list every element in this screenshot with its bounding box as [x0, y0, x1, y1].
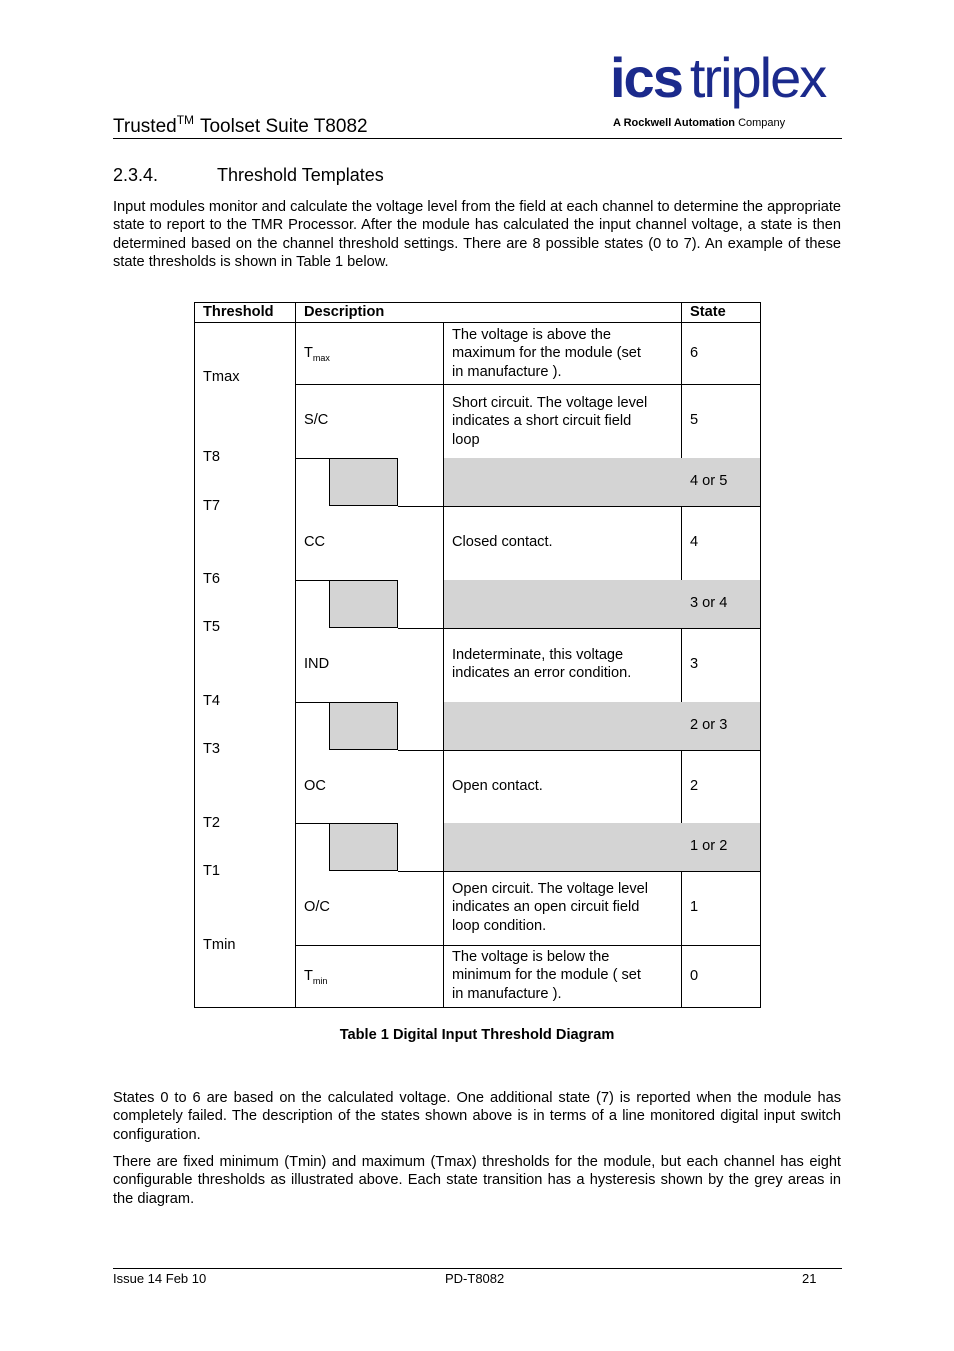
logo-regular-text: triplex — [689, 46, 826, 109]
desc-oc — [452, 777, 543, 795]
col-divider-state-bottom — [681, 871, 682, 1008]
header-state: State — [690, 304, 726, 320]
desc-line: minimum for the module ( set — [452, 967, 641, 984]
code-tmax — [304, 344, 330, 367]
desc-line: in manufacture ). — [452, 985, 562, 1002]
desc-line: indicates a short circuit field — [452, 413, 632, 430]
row-rule-tmax — [295, 384, 761, 385]
intro-paragraph: Input modules monitor and calculate the voltage level from the field at each channel to determine the appropriate state to report to the TMR Processor. After the module has calculated the input channel voltage, a state is then determined based on the channel threshold settings. There are 8 possible states (0 to 7). An example of these state thresholds is shown in Table 1 below. — [113, 199, 841, 270]
footer-doc-id: PD-T8082 — [445, 1271, 505, 1286]
desc-line: The voltage is below the — [452, 949, 610, 965]
thresholds-paragraph: There are fixed minimum (Tmin) and maximum (Tmax) thresholds for the module, but each channel has eight configurable thresholds as illustrated above. Each state transition has a hysteresis shown by the grey areas in the diagram. — [113, 1154, 841, 1207]
threshold-label-t8: T8 — [203, 449, 221, 465]
logo-tagline — [613, 117, 785, 129]
tagline-brand: Rockwell Automation — [623, 117, 736, 129]
desc-sc — [452, 394, 647, 449]
code-tmin-sub: min — [312, 975, 328, 986]
col-divider-state-ind — [681, 628, 682, 702]
state-hysteresis-2-3: 2 or 3 — [690, 717, 728, 733]
desc-line: loop — [452, 431, 480, 448]
company-logo — [610, 46, 826, 109]
desc-line: Indeterminate, this voltage — [452, 647, 624, 663]
footer-issue: Issue 14 Feb 10 — [113, 1271, 207, 1286]
state-oc: 2 — [690, 778, 699, 794]
desc-line: maximum for the module (set — [452, 345, 641, 362]
desc-line: Open contact. — [452, 778, 543, 794]
code-sc: S/C — [304, 412, 329, 428]
logo-bold-text: ics — [610, 46, 682, 109]
threshold-label-t1: T1 — [203, 863, 221, 879]
states-paragraph: States 0 to 6 are based on the calculated voltage. One additional state (7) is reported when the module has completely failed. The description of the states shown above is in terms of a line monitored digital input switch configuration. — [113, 1090, 841, 1143]
desc-tmin — [452, 948, 641, 1003]
row-rule-cc-bottom-left — [295, 580, 330, 581]
title-suffix: Toolset Suite T8082 — [195, 116, 368, 137]
desc-ind — [452, 646, 631, 683]
code-ind: IND — [304, 656, 330, 672]
desc-line: Open circuit. The voltage level — [452, 881, 649, 897]
footer-rule — [113, 1268, 842, 1269]
state-hysteresis-1-2: 1 or 2 — [690, 838, 728, 854]
state-hysteresis-4-5: 4 or 5 — [690, 473, 728, 489]
row-rule-ind-bottom-left — [295, 702, 330, 703]
header-threshold: Threshold — [203, 304, 274, 320]
tagline-pre: A — [613, 117, 624, 129]
row-rule-oc-bottom-left — [295, 823, 330, 824]
header-description: Description — [304, 304, 385, 320]
page-number: 21 — [802, 1271, 817, 1286]
state-ind: 3 — [690, 656, 699, 672]
document-title — [113, 113, 368, 138]
section-number: 2.3.4. — [113, 165, 159, 185]
col-divider-state-cc — [681, 506, 682, 580]
desc-line: indicates an error condition. — [452, 665, 632, 682]
tagline-post: Company — [735, 117, 786, 129]
code-tmax-base: T — [304, 345, 313, 361]
row-rule-tmin — [295, 945, 761, 946]
code-tmin-base: T — [304, 968, 313, 984]
desc-cc — [452, 533, 553, 551]
row-rule-sc-bottom-left — [295, 458, 330, 459]
state-tmin: 0 — [690, 968, 699, 984]
desc-line: Closed contact. — [452, 534, 553, 550]
desc-line: indicates an open circuit field — [452, 899, 640, 916]
header-row-rule — [194, 322, 761, 323]
header-rule — [113, 138, 842, 139]
row-rule-cc-top — [398, 506, 761, 507]
state-tmax: 6 — [690, 345, 699, 361]
threshold-label-tmin: Tmin — [203, 937, 236, 953]
code-open-circuit: O/C — [304, 899, 330, 915]
row-rule-ocirc-top — [398, 871, 761, 872]
threshold-label-t7: T7 — [203, 498, 221, 514]
table-caption: Table 1 Digital Input Threshold Diagram — [339, 1027, 615, 1043]
state-cc: 4 — [690, 534, 699, 550]
desc-line: Short circuit. The voltage level — [452, 395, 648, 411]
desc-open-circuit — [452, 880, 648, 935]
state-open-circuit: 1 — [690, 899, 699, 915]
code-tmin — [304, 967, 327, 990]
col-divider-state-top — [681, 302, 682, 458]
code-oc: OC — [304, 778, 326, 794]
title-prefix: Trusted — [113, 116, 177, 137]
desc-line: loop condition. — [452, 917, 547, 934]
threshold-label-t5: T5 — [203, 619, 221, 635]
col-divider-description — [443, 322, 444, 1008]
desc-line: The voltage is above the — [452, 327, 612, 343]
col-divider-state-oc — [681, 750, 682, 823]
threshold-label-t2: T2 — [203, 815, 221, 831]
desc-line: in manufacture ). — [452, 363, 562, 380]
threshold-label-t4: T4 — [203, 693, 221, 709]
row-rule-oc-top — [398, 750, 761, 751]
state-hysteresis-3-4: 3 or 4 — [690, 595, 728, 611]
threshold-label-tmax: Tmax — [203, 369, 240, 385]
section-title: Threshold Templates — [217, 165, 384, 185]
code-cc: CC — [304, 534, 326, 550]
row-rule-ind-top — [398, 628, 761, 629]
code-tmax-sub: max — [312, 352, 330, 363]
threshold-label-t3: T3 — [203, 741, 221, 757]
title-trademark: TM — [176, 113, 195, 127]
col-divider-threshold — [295, 302, 296, 1008]
state-sc: 5 — [690, 412, 699, 428]
desc-tmax — [452, 326, 641, 381]
threshold-label-t6: T6 — [203, 571, 221, 587]
